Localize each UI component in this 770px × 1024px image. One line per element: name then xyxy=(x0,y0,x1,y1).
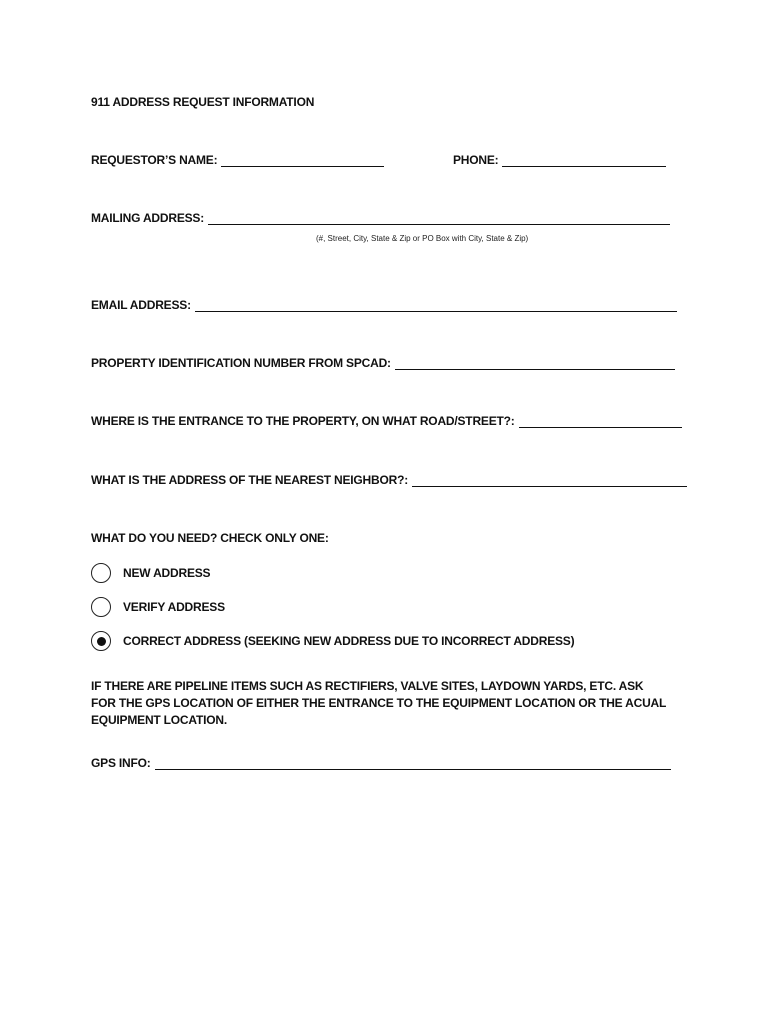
phone-row xyxy=(453,153,666,167)
neighbor-row xyxy=(91,473,687,487)
entrance-row xyxy=(91,414,682,428)
gps-info-row xyxy=(91,756,671,770)
mailing-address-field[interactable] xyxy=(208,212,670,225)
entrance-label: WHERE IS THE ENTRANCE TO THE PROPERTY, ON WHAT ROAD/STREET?: xyxy=(91,414,515,428)
radio-new-address[interactable] xyxy=(91,563,111,583)
radio-verify-address[interactable] xyxy=(91,597,111,617)
option-new-address[interactable] xyxy=(91,563,210,583)
mailing-address-row xyxy=(91,211,670,225)
neighbor-label: WHAT IS THE ADDRESS OF THE NEAREST NEIGHBOR?: xyxy=(91,473,409,487)
gps-info-label: GPS INFO: xyxy=(91,756,151,770)
requestor-name-field[interactable] xyxy=(221,154,384,167)
requestor-name-label: REQUESTOR’S NAME: xyxy=(91,153,218,167)
requestor-name-row xyxy=(91,153,384,167)
form-title xyxy=(91,95,314,109)
pipeline-note: IF THERE ARE PIPELINE ITEMS SUCH AS RECTIFIERS, VALVE SITES, LAYDOWN YARDS, ETC. ASK FOR THE GPS LOCATION OF EITHER THE ENTRANCE TO THE EQUIPMENT LOCATION OR THE ACUAL EQUIPMENT LOCATION. xyxy=(91,679,666,727)
radio-correct-address[interactable] xyxy=(91,631,111,651)
neighbor-field[interactable] xyxy=(412,474,687,487)
option-correct-address-label: CORRECT ADDRESS (SEEKING NEW ADDRESS DUE TO INCORRECT ADDRESS) xyxy=(123,634,575,648)
phone-label: PHONE: xyxy=(453,153,499,167)
gps-info-field[interactable] xyxy=(155,757,671,770)
form-title-text: 911 ADDRESS REQUEST INFORMATION xyxy=(91,95,315,109)
email-address-label: EMAIL ADDRESS: xyxy=(91,298,191,312)
option-verify-address-label: VERIFY ADDRESS xyxy=(123,600,225,614)
option-correct-address[interactable] xyxy=(91,631,574,651)
radio-selected-dot xyxy=(97,637,106,646)
property-id-field[interactable] xyxy=(395,357,675,370)
email-address-field[interactable] xyxy=(195,299,677,312)
option-new-address-label: NEW ADDRESS xyxy=(123,566,211,580)
need-question xyxy=(91,531,329,545)
entrance-field[interactable] xyxy=(519,415,682,428)
property-id-row xyxy=(91,356,675,370)
need-question-label: WHAT DO YOU NEED? CHECK ONLY ONE: xyxy=(91,531,329,545)
mailing-address-label: MAILING ADDRESS: xyxy=(91,211,205,225)
phone-field[interactable] xyxy=(502,154,666,167)
property-id-label: PROPERTY IDENTIFICATION NUMBER FROM SPCAD: xyxy=(91,356,391,370)
mailing-address-hint: (#, Street, City, State & Zip or PO Box with City, State & Zip) xyxy=(316,234,529,243)
option-verify-address[interactable] xyxy=(91,597,225,617)
email-address-row xyxy=(91,298,677,312)
